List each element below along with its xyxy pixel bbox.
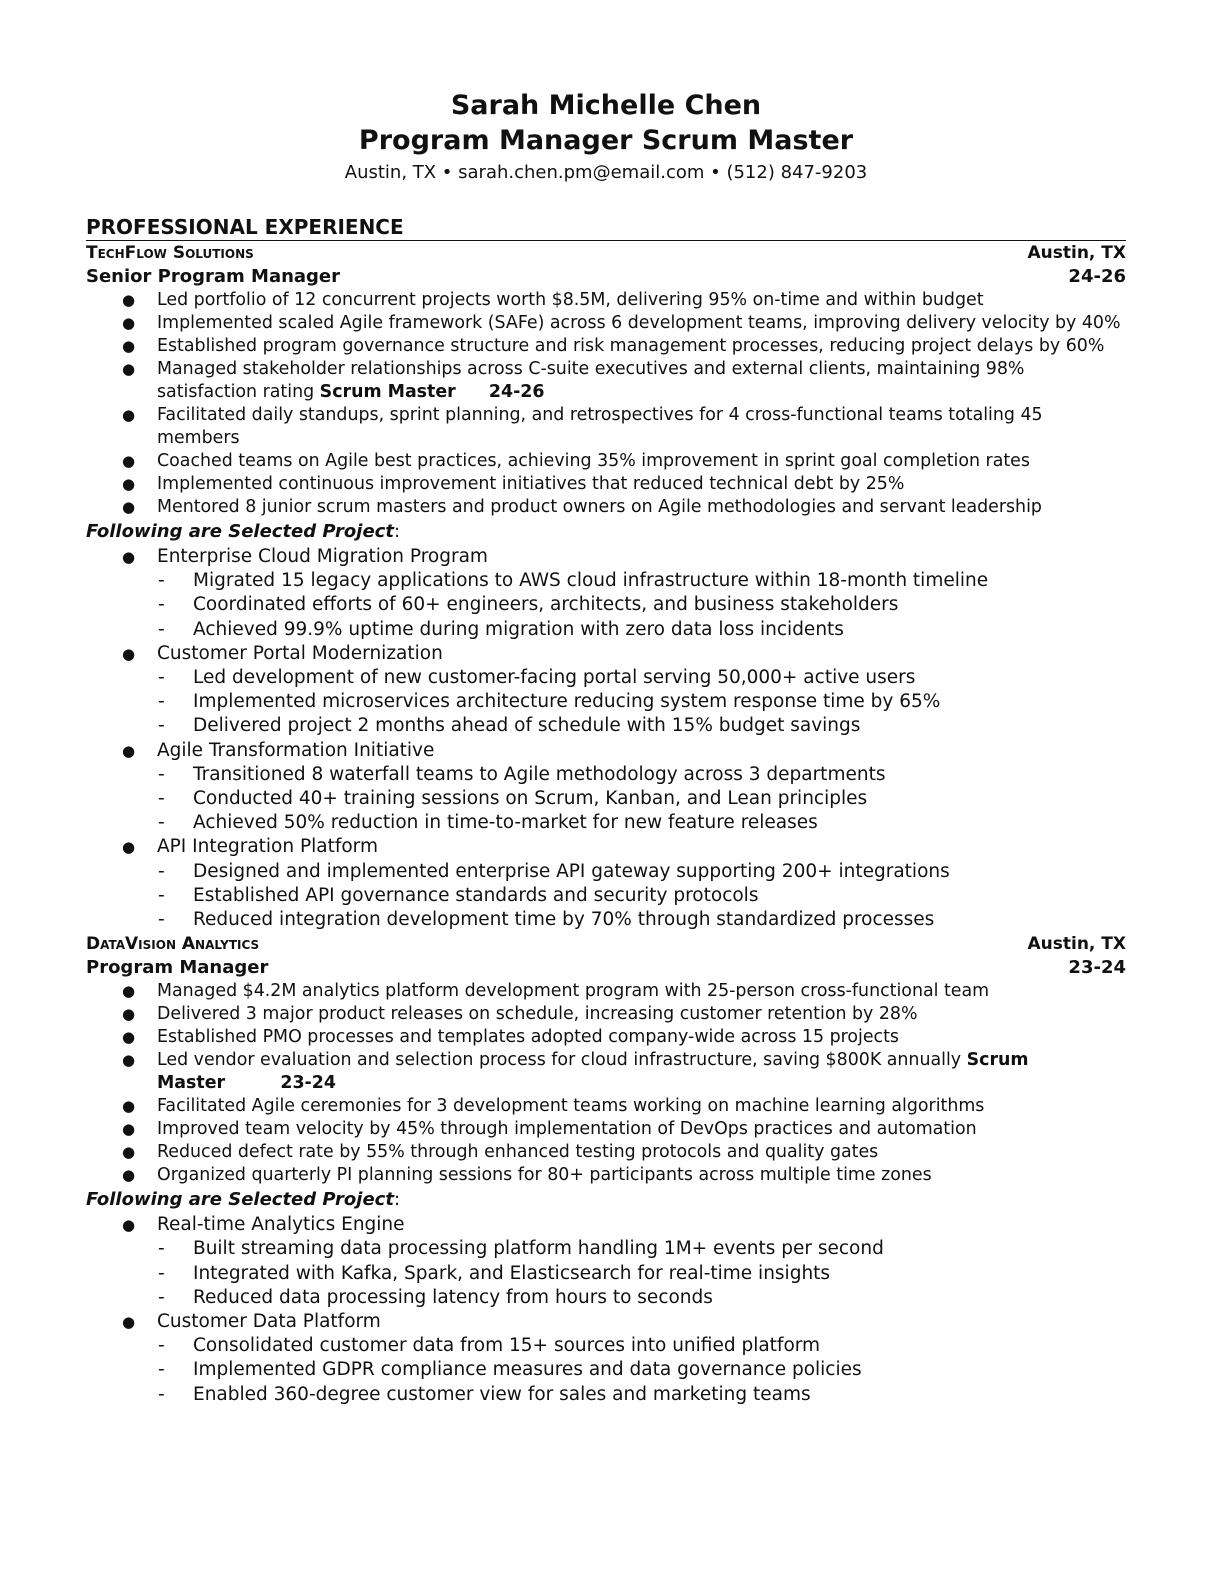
project-name: API Integration Platform: [157, 836, 378, 858]
list-item: ● Organized quarterly PI planning sessions for 80+ participants across multiple time zones: [157, 1164, 1126, 1187]
company-row: [86, 241, 1126, 265]
detail-item: - Implemented GDPR compliance measures and data governance policies: [193, 1358, 1126, 1382]
detail-item: - Enabled 360-degree customer view for sales and marketing teams: [193, 1383, 1126, 1407]
projects-colon: :: [393, 1189, 401, 1211]
projects-colon: :: [393, 521, 401, 542]
detail-item: - Achieved 99.9% uptime during migration with zero data loss incidents: [193, 618, 1126, 642]
achievement-list: [86, 980, 1126, 1187]
list-item: ● Delivered 3 major product releases on schedule, increasing customer retention by 28%: [157, 1003, 1126, 1026]
project-item: [157, 739, 1126, 836]
project-name: Real-time Analytics Engine: [157, 1214, 405, 1236]
resume-page: [86, 88, 1126, 1407]
detail-item: - Led development of new customer-facing portal serving 50,000+ active users: [193, 666, 1126, 690]
company-name: TechFlow Solutions: [86, 243, 254, 263]
detail-item: - Transitioned 8 waterfall teams to Agile methodology across 3 departments: [193, 763, 1126, 787]
section-title-experience: PROFESSIONAL EXPERIENCE: [86, 215, 1126, 241]
projects-heading: [86, 519, 1126, 545]
detail-item: - Built streaming data processing platform handling 1M+ events per second: [193, 1237, 1126, 1261]
resume-header: [86, 88, 1126, 186]
project-item: [157, 1310, 1126, 1407]
job-title: Senior Program Manager: [86, 266, 341, 287]
project-name: Customer Portal Modernization: [157, 642, 443, 664]
project-name: Enterprise Cloud Migration Program: [157, 546, 488, 567]
project-details: [157, 1334, 1126, 1407]
list-item: ● Managed $4.2M analytics platform development program with 25-person cross-functional team: [157, 980, 1126, 1003]
list-item: ● Facilitated daily standups, sprint planning, and retrospectives for 4 cross-functional teams totaling 45 members: [157, 404, 1126, 450]
inline-role: Scrum Master: [319, 382, 456, 402]
project-item: [157, 642, 1126, 739]
list-item: ● Implemented continuous improvement initiatives that reduced technical debt by 25%: [157, 473, 1126, 496]
job-title: Program Manager: [86, 957, 269, 979]
project-name: Customer Data Platform: [157, 1311, 381, 1333]
list-item-text: Led vendor evaluation and selection process for cloud infrastructure, saving $800K annually: [157, 1050, 962, 1071]
projects-heading: [86, 1187, 1126, 1213]
project-name: Agile Transformation Initiative: [157, 739, 435, 761]
list-item: [157, 358, 1126, 404]
project-item: [157, 835, 1126, 932]
detail-item: - Implemented microservices architecture reducing system response time by 65%: [193, 690, 1126, 714]
detail-item: - Integrated with Kafka, Spark, and Elasticsearch for real-time insights: [193, 1262, 1126, 1286]
detail-item: - Delivered project 2 months ahead of schedule with 15% budget savings: [193, 714, 1126, 738]
detail-item: - Reduced integration development time by 70% through standardized processes: [193, 908, 1126, 932]
candidate-title: Program Manager Scrum Master: [358, 125, 854, 156]
project-details: [157, 763, 1126, 836]
project-item: [157, 1213, 1126, 1310]
title-row: [86, 265, 1126, 289]
list-item: [157, 1049, 1126, 1095]
list-item: ● Led portfolio of 12 concurrent projects worth $8.5M, delivering 95% on-time and within budget: [157, 289, 1126, 312]
job-dates: 23-24: [1068, 957, 1126, 979]
projects-label: Following are Selected Project: [86, 1189, 394, 1211]
list-item: ● Mentored 8 junior scrum masters and product owners on Agile methodologies and servant leadership: [157, 496, 1126, 519]
project-details: [157, 569, 1126, 642]
detail-item: - Achieved 50% reduction in time-to-market for new feature releases: [193, 811, 1126, 835]
project-list: [86, 1213, 1126, 1407]
detail-item: - Reduced data processing latency from hours to seconds: [193, 1286, 1126, 1310]
list-item-text: Managed stakeholder relationships across C-suite executives and external clients, maintaining 98% satisfaction rating: [157, 359, 1025, 402]
list-item: ● Implemented scaled Agile framework (SAFe) across 6 development teams, improving delivery velocity by 40%: [157, 312, 1126, 335]
achievement-list: [86, 289, 1126, 519]
list-item: ● Improved team velocity by 45% through implementation of DevOps practices and automation: [157, 1118, 1126, 1141]
title-row: [86, 956, 1126, 980]
job-dates: 24-26: [1068, 266, 1126, 287]
detail-item: - Consolidated customer data from 15+ sources into unified platform: [193, 1334, 1126, 1358]
contact-line: Austin, TX • sarah.chen.pm@email.com • (512) 847-9203: [344, 162, 868, 183]
project-item: [157, 545, 1126, 642]
company-row: [86, 932, 1126, 956]
list-item: ● Facilitated Agile ceremonies for 3 development teams working on machine learning algorithms: [157, 1095, 1126, 1118]
detail-item: - Designed and implemented enterprise API gateway supporting 200+ integrations: [193, 860, 1126, 884]
project-details: [157, 666, 1126, 739]
project-details: [157, 860, 1126, 933]
list-item: ● Reduced defect rate by 55% through enhanced testing protocols and quality gates: [157, 1141, 1126, 1164]
detail-item: - Migrated 15 legacy applications to AWS cloud infrastructure within 18-month timeline: [193, 569, 1126, 593]
inline-role: Scrum Master: [157, 1050, 1029, 1094]
job-location: Austin, TX: [1027, 243, 1126, 263]
detail-item: - Coordinated efforts of 60+ engineers, architects, and business stakeholders: [193, 593, 1126, 617]
inline-dates: 23-24: [280, 1073, 336, 1094]
company-name: DataVision Analytics: [86, 934, 260, 955]
detail-item: - Established API governance standards and security protocols: [193, 884, 1126, 908]
list-item: ● Established program governance structure and risk management processes, reducing project delays by 60%: [157, 335, 1126, 358]
job-entry: [86, 241, 1126, 932]
project-details: [157, 1237, 1126, 1310]
job-location: Austin, TX: [1027, 934, 1126, 955]
detail-item: - Conducted 40+ training sessions on Scrum, Kanban, and Lean principles: [193, 787, 1126, 811]
project-list: [86, 545, 1126, 932]
candidate-name: Sarah Michelle Chen: [450, 90, 762, 121]
list-item: ● Coached teams on Agile best practices, achieving 35% improvement in sprint goal completion rates: [157, 450, 1126, 473]
list-item: ● Established PMO processes and templates adopted company-wide across 15 projects: [157, 1026, 1126, 1049]
inline-dates: 24-26: [488, 382, 545, 402]
projects-label: Following are Selected Project: [86, 521, 394, 542]
job-entry: [86, 932, 1126, 1407]
